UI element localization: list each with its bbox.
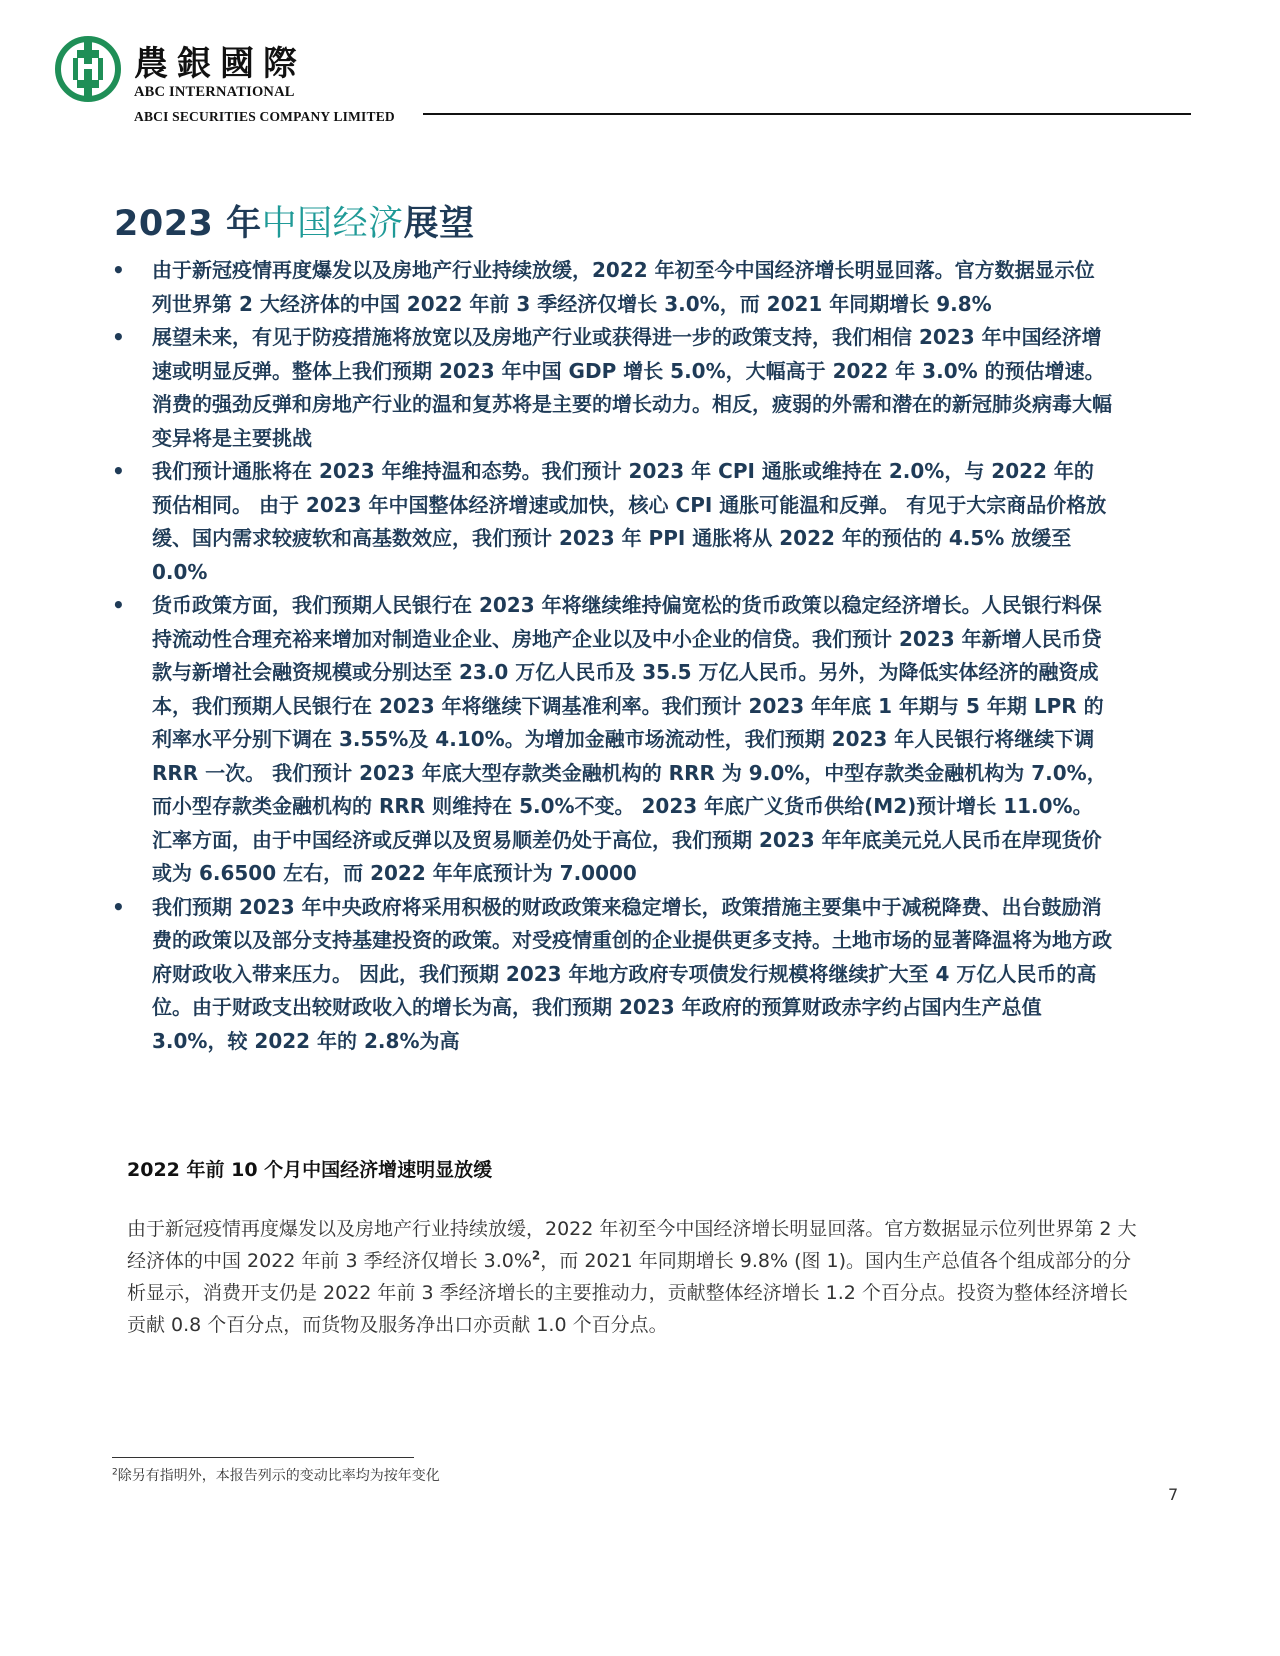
bullet-text: 由于新冠疫情再度爆发以及房地产行业持续放缓，2022 年初至今中国经济增长明显回落。官方数据显示位列世界第 2 大经济体的中国 2022 年前 3 季经济仅增长 3.0%，而 2021 年同期增长 9.8% — [152, 258, 1095, 316]
bullet-item — [112, 254, 1112, 321]
page-number: 7 — [1168, 1485, 1179, 1504]
bullet-icon: • — [112, 459, 125, 483]
title-highlight: 中国经济 — [261, 204, 404, 244]
paragraph-text-2: ，而 2021 年同期增长 9.8% (图 1)。国内生产总值各个组成部分的分析显示，消费开支仍是 2022 年前 3 季经济增长的主要推动力，贡献整体经济增长 1.2 个百分点。投资为整体经济增长贡献 0.8 个百分点，而货物及服务净出口亦贡献 1.0 个百分点。 — [127, 1250, 1132, 1336]
brand-chinese-name: 農銀國際 — [134, 44, 306, 84]
bullet-item — [112, 891, 1112, 1059]
abc-logo-icon — [55, 36, 121, 102]
title-year: 2023 年 — [114, 204, 262, 244]
bullet-text: 我们预计通胀将在 2023 年维持温和态势。我们预计 2023 年 CPI 通胀或维持在 2.0%，与 2022 年的预估相同。 由于 2023 年中国整体经济增速或加快，核心 CPI 通胀可能温和反弹。 有见于大宗商品价格放缓、国内需求较疲软和高基数效应，我们预计 2023 年 PPI 通胀将从 2022 年的预估的 4.5% 放缓至 0.0% — [152, 459, 1107, 584]
bullet-icon: • — [112, 593, 125, 617]
bullet-icon: • — [112, 325, 125, 349]
bullet-text: 展望未来，有见于防疫措施将放宽以及房地产行业或获得进一步的政策支持，我们相信 2023 年中国经济增速或明显反弹。整体上我们预期 2023 年中国 GDP 增长 5.0%，大幅高于 2022 年 3.0% 的预估增速。消费的强劲反弹和房地产行业的温和复苏将是主要的增长动力。相反，疲弱的外需和潜在的新冠肺炎病毒大幅变异将是主要挑战 — [152, 325, 1112, 450]
footnote-ref: 2 — [531, 1248, 541, 1263]
footnote-divider — [112, 1457, 414, 1458]
bullet-item — [112, 455, 1112, 589]
header-divider — [423, 113, 1191, 115]
outlook-bullet-list — [112, 254, 1112, 1058]
brand-english-name: ABC INTERNATIONAL — [134, 84, 295, 100]
footnote — [112, 1465, 440, 1485]
bullet-icon: • — [112, 258, 125, 282]
footnote-text: 除另有指明外，本报告列示的变动比率均为按年变化 — [117, 1468, 440, 1484]
title-rest: 展望 — [403, 204, 475, 244]
bullet-item — [112, 321, 1112, 455]
bullet-item — [112, 589, 1112, 891]
page-title — [114, 196, 475, 246]
footnote-number: 2 — [112, 1467, 118, 1478]
bullet-text: 我们预期 2023 年中央政府将采用积极的财政政策来稳定增长，政策措施主要集中于减税降费、出台鼓励消费的政策以及部分支持基建投资的政策。对受疫情重创的企业提供更多支持。土地市场的显著降温将为地方政府财政收入带来压力。 因此，我们预期 2023 年地方政府专项债发行规模将继续扩大至 4 万亿人民币的高位。由于财政支出较财政收入的增长为高，我们预期 2023 年政府的预算财政赤字约占国内生产总值 3.0%，较 2022 年的 2.8%为高 — [152, 894, 1112, 1053]
bullet-text: 货币政策方面，我们预期人民银行在 2023 年将继续维持偏宽松的货币政策以稳定经济增长。人民银行料保持流动性合理充裕来增加对制造业企业、房地产企业以及中小企业的信贷。我们预计 2023 年新增人民币贷款与新增社会融资规模或分别达至 23.0 万亿人民币及 35.5 万亿人民币。另外，为降低实体经济的融资成本，我们预期人民银行在 2023 年将继续下调基准利率。我们预计 2023 年年底 1 年期与 5 年期 LPR 的利率水平分别下调在 3.55%及 4.10%。为增加金融市场流动性，我们预期 2023 年人民银行将继续下调 RRR 一次。 我们预计 2023 年底大型存款类金融机构的 RRR 为 9.0%，中型存款类金融机构为 7.0%，而小型存款类金融机构的 RRR 则维持在 5.0%不变。 2023 年底广义货币供给(M2)预计增长 11.0%。汇率方面，由于中国经济或反弹以及贸易顺差仍处于高位，我们预期 2023 年年底美元兑人民币在岸现货价或为 6.6500 左右，而 2022 年年底预计为 7.0000 — [152, 593, 1107, 885]
section-paragraph — [127, 1213, 1137, 1341]
section-heading: 2022 年前 10 个月中国经济增速明显放缓 — [127, 1159, 493, 1181]
company-name: ABCI SECURITIES COMPANY LIMITED — [134, 109, 395, 124]
paragraph-text-1: 由于新冠疫情再度爆发以及房地产行业持续放缓，2022 年初至今中国经济增长明显回落。官方数据显示位列世界第 2 大经济体的中国 2022 年前 3 季经济仅增长 3.0% — [127, 1218, 1137, 1272]
bullet-icon: • — [112, 894, 125, 919]
